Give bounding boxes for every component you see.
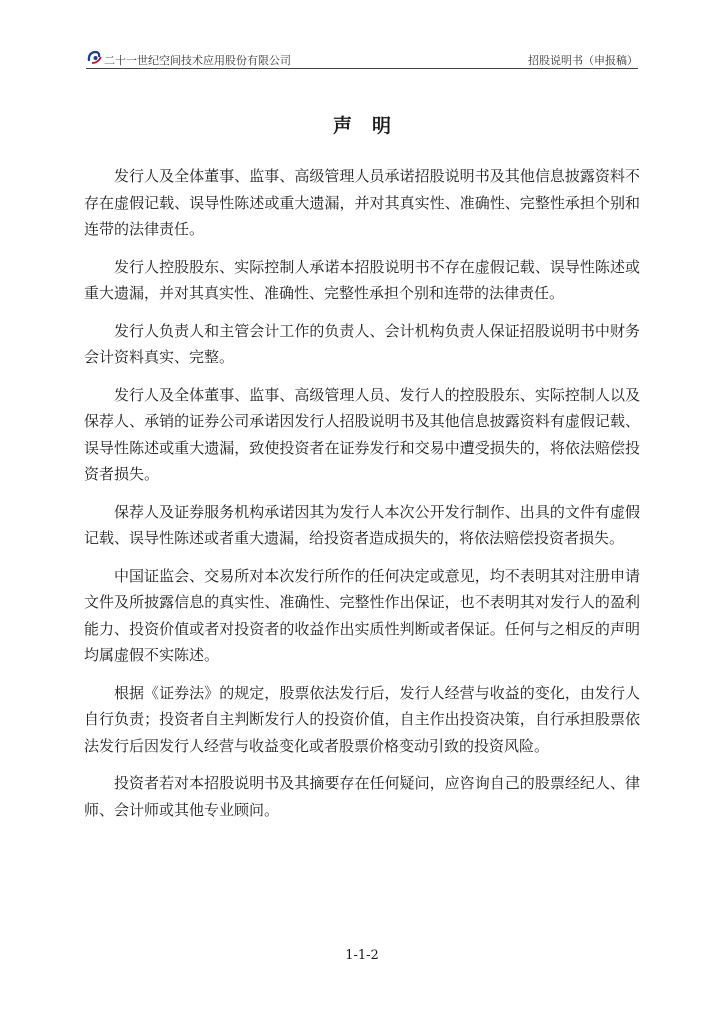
statement-paragraph: 投资者若对本招股说明书及其摘要存在任何疑问，应咨询自己的股票经纪人、律师、会计师或其他专业顾问。 <box>84 774 640 819</box>
statement-paragraph: 发行人及全体董事、监事、高级管理人员承诺招股说明书及其他信息披露资料不存在虚假记载、误导性陈述或重大遗漏，并对其真实性、准确性、完整性承担个别和连带的法律责任。 <box>84 167 640 238</box>
company-name: 二十一世纪空间技术应用股份有限公司 <box>104 54 291 67</box>
statement-paragraph: 保荐人及证券服务机构承诺因其为发行人本次公开发行制作、出具的文件有虚假记载、误导性陈述或者重大遗漏，给投资者造成损失的，将依法赔偿投资者损失。 <box>84 502 640 547</box>
statement-paragraph: 中国证监会、交易所对本次发行所作的任何决定或意见，均不表明其对注册申请文件及所披露信息的真实性、准确性、完整性作出保证，也不表明其对发行人的盈利能力、投资价值或者对投资者的收益作出实质性判断或者保证。任何与之相反的声明均属虚假不实陈述。 <box>84 566 640 664</box>
statement-paragraph: 发行人及全体董事、监事、高级管理人员、发行人的控股股东、实际控制人以及保荐人、承销的证券公司承诺因发行人招股说明书及其他信息披露资料有虚假记载、误导性陈述或重大遗漏，致使投资者在证券发行和交易中遭受损失的，将依法赔偿投资者损失。 <box>84 385 640 483</box>
page-title: 声明 <box>332 115 411 137</box>
page-number: 1-1-2 <box>345 948 379 963</box>
page-header <box>86 48 638 69</box>
statement-paragraph: 发行人负责人和主管会计工作的负责人、会计机构负责人保证招股说明书中财务会计资料真实、完整。 <box>84 321 640 366</box>
statement-paragraph: 发行人控股股东、实际控制人承诺本招股说明书不存在虚假记载、误导性陈述或重大遗漏，并对其真实性、准确性、完整性承担个别和连带的法律责任。 <box>84 257 640 302</box>
statement-paragraph: 根据《证券法》的规定，股票依法发行后，发行人经营与收益的变化，由发行人自行负责；投资者自主判断发行人的投资价值，自主作出投资决策，自行承担股票依法发行后因发行人经营与收益变化或者股票价格变动引致的投资风险。 <box>84 683 640 755</box>
company-logo-icon <box>86 48 104 66</box>
statement-body <box>84 163 640 834</box>
document-type: 招股说明书（申报稿） <box>528 54 638 67</box>
